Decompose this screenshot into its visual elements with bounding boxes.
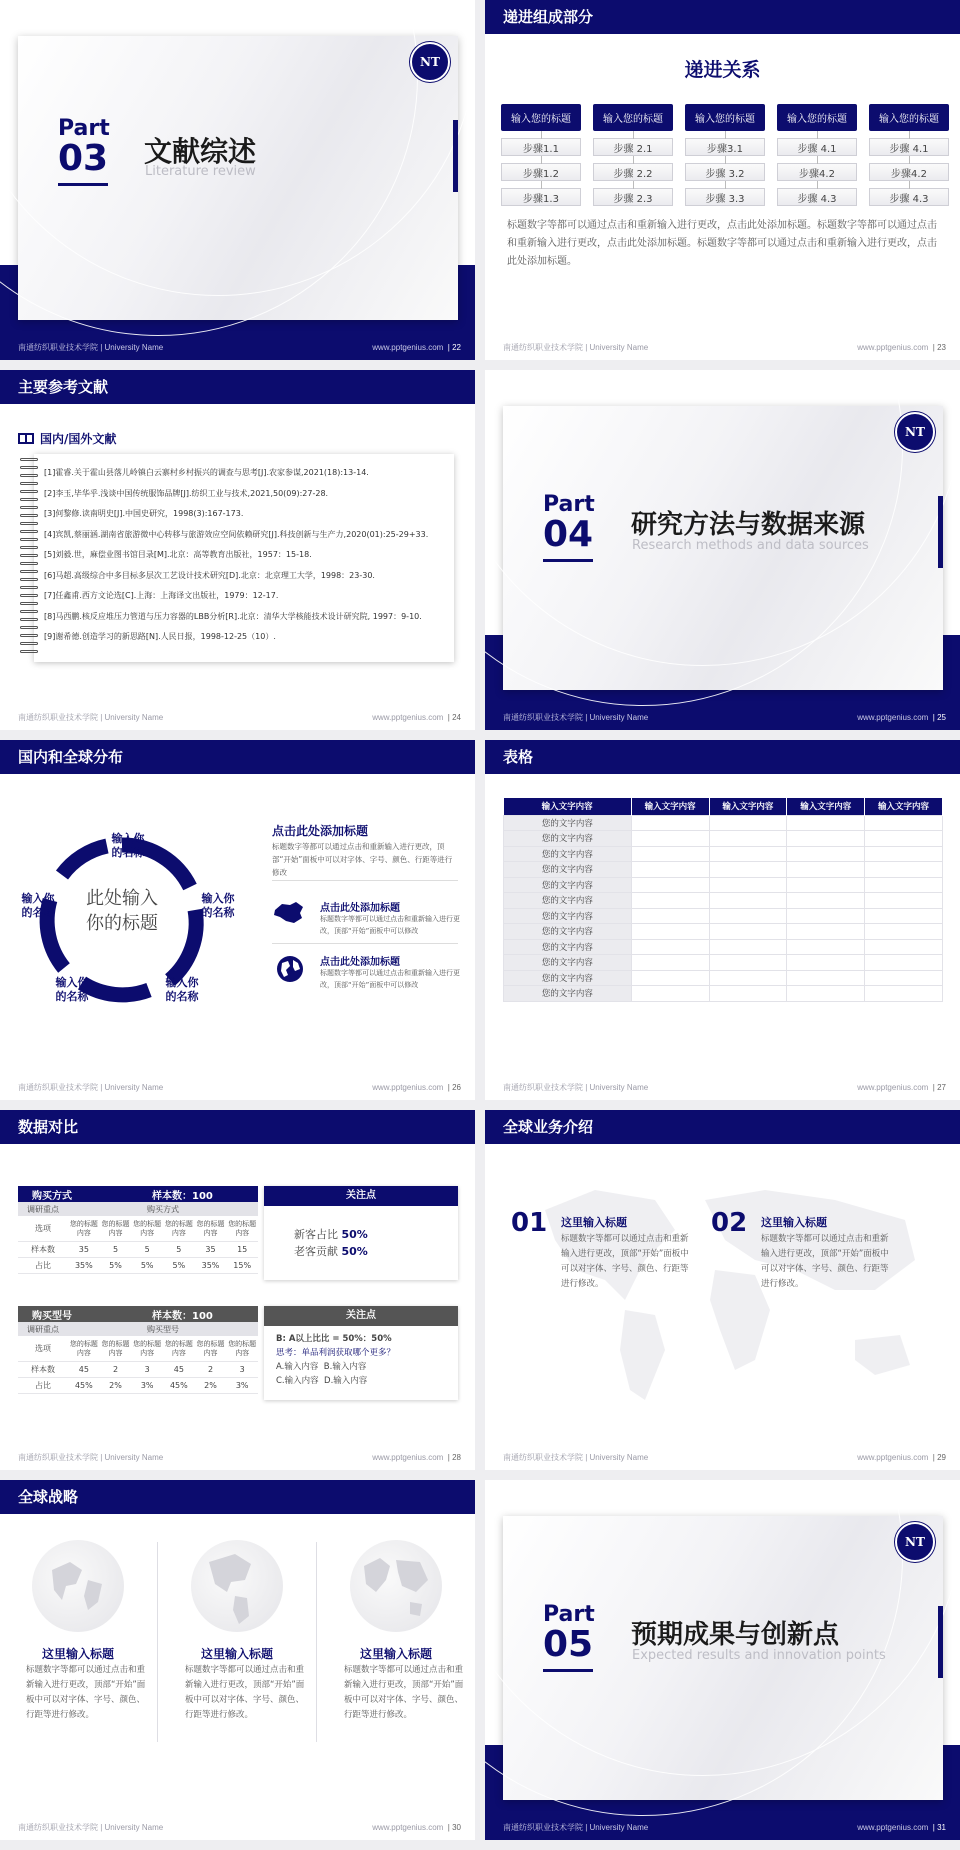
section-title: 研究方法与数据来源 — [631, 510, 866, 540]
part-label: Part 05 — [543, 1604, 595, 1672]
step-box: 步骤 3.3 — [685, 188, 765, 206]
accent-bar — [938, 1606, 943, 1678]
strategy-title: 这里输入标题 — [359, 1647, 432, 1661]
progress-column — [501, 104, 581, 206]
table-header: 购买型号 样本数：100 — [18, 1306, 258, 1322]
table-row: 样本数 45 2 3 45 2 3 — [18, 1362, 258, 1378]
slide-28 — [0, 1110, 475, 1470]
accent-bar — [938, 496, 943, 568]
part-label: Part 04 — [543, 494, 595, 562]
strategy-text: 标题数字等都可以通过点击和重新输入进行更改，顶部“开始”面板中可以对字体、字号、颜色、行距等进行修改。 — [344, 1665, 464, 1720]
slide-27 — [485, 740, 960, 1100]
accent-bar — [453, 120, 458, 192]
ring-label-left: 输入你 的名称 — [21, 892, 55, 919]
table-row — [504, 893, 943, 909]
section-subtitle: Literature review — [145, 164, 256, 179]
step-box: 步骤1.1 — [501, 138, 581, 156]
row-label: 您的文字内容 — [504, 815, 632, 831]
row-label: 您的文字内容 — [504, 924, 632, 940]
reference-item: [1]霍睿.关于霍山县落儿岭镇白云寨村乡村振兴的调查与思考[J].农家参谋,2021(18):13-14. — [44, 468, 369, 477]
reference-item: [6]马超.高级综合中多目标多层次工艺设计技术研究[D].北京：北京理工大学，1998：23-30. — [44, 570, 375, 580]
item-title: 这里输入标题 — [561, 1216, 627, 1229]
china-map-icon — [272, 900, 306, 926]
column-title: 输入您的标题 — [593, 104, 673, 131]
progress-column — [685, 104, 765, 206]
footer: 南通纺织职业技术学院 | University Name www.pptgenius.com | 24 — [18, 712, 461, 722]
globe-icon — [32, 1540, 124, 1632]
row-label: 您的文字内容 — [504, 846, 632, 862]
focus-title: 关注点 — [264, 1186, 458, 1206]
step-box: 步骤 2.1 — [593, 138, 673, 156]
table-row — [504, 955, 943, 971]
slide-header: 主要参考文献 — [0, 370, 475, 404]
comparison-table-1 — [18, 1186, 258, 1274]
globe-icon — [191, 1540, 283, 1632]
focus-title: 关注点 — [264, 1306, 458, 1326]
strategy-text: 标题数字等都可以通过点击和重新输入进行更改，顶部“开始”面板中可以对字体、字号、颜色、行距等进行修改。 — [26, 1665, 146, 1720]
slide-22 — [0, 0, 475, 360]
university-logo: NT — [410, 42, 450, 82]
row-label: 您的文字内容 — [504, 877, 632, 893]
progress-column — [777, 104, 857, 206]
slide-31 — [485, 1480, 960, 1840]
slide-header: 递进组成部分 — [485, 0, 960, 34]
footer: 南通纺织职业技术学院 | University Name www.pptgenius.com | 30 — [18, 1822, 461, 1832]
reference-item: [9]谢希德.创造学习的新思路[N].人民日报，1998-12-25（10）. — [44, 632, 276, 641]
strategy-title: 这里输入标题 — [200, 1647, 273, 1661]
slide-26 — [0, 740, 475, 1100]
slide-29 — [485, 1110, 960, 1470]
cover-card — [503, 406, 943, 690]
footer: 南通纺织职业技术学院 | University Name www.pptgenius.com | 26 — [18, 1082, 461, 1092]
step-box: 步骤 3.2 — [685, 163, 765, 181]
strategy-text: 标题数字等都可以通过点击和重新输入进行更改，顶部“开始”面板中可以对字体、字号、颜色、行距等进行修改。 — [185, 1665, 305, 1720]
table-row — [504, 831, 943, 847]
table-row — [504, 924, 943, 940]
slide-24 — [0, 370, 475, 730]
step-box: 步骤1.3 — [501, 188, 581, 206]
item-title: 点击此处添加标题 — [320, 903, 400, 914]
footer: 南通纺织职业技术学院 | University Name www.pptgenius.com | 28 — [18, 1452, 461, 1462]
reference-item: [8]马西鹏.核反应堆压力管道与压力容器的LBB分析[R].北京：清华大学核能技术设计研究院, 1997：9-10. — [44, 611, 422, 621]
ring-label-bottom-right: 输入你 的名称 — [165, 976, 199, 1003]
section-title: 预期成果与创新点 — [631, 1620, 840, 1650]
table-row — [504, 939, 943, 955]
item-number: 02 — [711, 1208, 748, 1238]
table-header: 购买方式 样本数：100 — [18, 1186, 258, 1202]
progress-columns — [501, 104, 949, 206]
university-logo: NT — [895, 1522, 935, 1562]
comparison-table-2 — [18, 1306, 258, 1394]
step-box: 步骤 2.2 — [593, 163, 673, 181]
reference-item: [2]李玉,毕华乎.浅谈中国传统服饰品牌[J].纺织工业与技术,2021,50(09):27-28. — [44, 488, 329, 498]
table-header: 输入文字内容 — [709, 798, 787, 815]
section-subtitle: Expected results and innovation points — [632, 1648, 886, 1663]
slide-header: 全球战略 — [0, 1480, 475, 1514]
row-label: 您的文字内容 — [504, 955, 632, 971]
item-text: 标题数字等都可以通过点击和重新输入进行更改，顶部“开始”面板中可以对字体、字号、颜色、行距等进行修改。 — [561, 1234, 689, 1289]
table-row — [504, 908, 943, 924]
reference-item: [7]任鑫甫.西方文论选[C].上海：上海译文出版社，1979：12-17. — [44, 591, 279, 600]
column-title: 输入您的标题 — [685, 104, 765, 131]
cover-card — [18, 36, 458, 320]
table-row — [504, 846, 943, 862]
main-text: 标题数字等都可以通过点击和重新输入进行更改，顶部“开始”面板中可以对字体、字号、颜色、行距等进行修改 — [272, 842, 453, 877]
table-row: 选项 您的标题内容 您的标题内容 您的标题内容 您的标题内容 您的标题内容 您的标题内容 — [18, 1336, 258, 1362]
progress-heading: 递进关系 — [684, 59, 761, 81]
reference-item: [3]何黎修.读南明史[J].中国史研究，1998(3):167-173. — [44, 509, 244, 518]
step-box: 步骤 4.1 — [777, 138, 857, 156]
table-subheader: 调研重点 购买型号 — [18, 1322, 258, 1336]
step-box: 步骤4.2 — [777, 163, 857, 181]
table-row — [504, 815, 943, 831]
section-subtitle: Research methods and data sources — [632, 538, 869, 553]
university-logo: NT — [895, 412, 935, 452]
globe-icon — [276, 955, 304, 983]
table-row — [504, 862, 943, 878]
row-label: 您的文字内容 — [504, 893, 632, 909]
row-label: 您的文字内容 — [504, 908, 632, 924]
slide-30 — [0, 1480, 475, 1840]
reference-item: [4]宾凯,蔡丽涵.湖南省旅游微中心转移与旅游效应空间依赖研究[J].科技创新与生产力,2020(01):25-29+33. — [44, 529, 429, 539]
table-row: 占比 35% 5% 5% 5% 35% 15% — [18, 1258, 258, 1274]
table-header: 输入文字内容 — [504, 798, 632, 815]
table-row — [504, 986, 943, 1002]
step-box: 步骤 2.3 — [593, 188, 673, 206]
step-box: 步骤4.2 — [869, 163, 949, 181]
slide-header: 全球业务介绍 — [485, 1110, 960, 1144]
footer: 南通纺织职业技术学院 | University Name www.pptgenius.com | 29 — [503, 1452, 946, 1462]
references-heading: 国内/国外文献 — [18, 430, 116, 447]
ring-label-bottom-left: 输入你 的名称 — [55, 976, 89, 1003]
ring-label-right: 输入你 的名称 — [201, 892, 235, 919]
section-title: 文献综述 — [144, 135, 257, 168]
part-label: Part 03 — [58, 118, 110, 186]
progress-column — [869, 104, 949, 206]
footer: 南通纺织职业技术学院 | University Name www.pptgenius.com | 25 — [503, 712, 946, 722]
item-text: 标题数字等都可以通过点击和重新输入进行更改，顶部“开始”面板中可以修改 — [320, 915, 460, 935]
step-box: 步骤 4.3 — [869, 188, 949, 206]
item-number: 01 — [511, 1208, 548, 1238]
step-box: 步骤1.2 — [501, 163, 581, 181]
slide-header: 国内和全球分布 — [0, 740, 475, 774]
progress-column — [593, 104, 673, 206]
step-box: 步骤 4.1 — [869, 138, 949, 156]
row-label: 您的文字内容 — [504, 986, 632, 1002]
table-row: 占比 45% 2% 3% 45% 2% 3% — [18, 1378, 258, 1394]
table-header: 输入文字内容 — [865, 798, 943, 815]
table-header: 输入文字内容 — [631, 798, 709, 815]
table-row — [504, 877, 943, 893]
reference-item: [5]刘毅.世，麻偿业图书馆目录[M].北京：高等教育出版社，1957：15-18. — [44, 550, 312, 559]
item-title: 点击此处添加标题 — [320, 957, 400, 968]
table-subheader: 调研重点 购买方式 — [18, 1202, 258, 1216]
strategy-title: 这里输入标题 — [41, 1647, 114, 1661]
column-title: 输入您的标题 — [777, 104, 857, 131]
footer: 南通纺织职业技术学院 | University Name www.pptgenius.com | 31 — [503, 1822, 946, 1832]
focus-box-2: 关注点 B: A以上比比 = 50%：50% 思考：单品利润获取哪个更多？ A.输入内容 B.输入内容 C.输入内容 D.输入内容 — [264, 1306, 458, 1400]
footer: 南通纺织职业技术学院 | University Name www.pptgenius.com | 27 — [503, 1082, 946, 1092]
footer: 南通纺织职业技术学院 | University Name www.pptgenius.com | 23 — [503, 342, 946, 352]
column-title: 输入您的标题 — [869, 104, 949, 131]
ring-label-top: 输入你 的名称 — [111, 832, 145, 859]
ring-center-title: 此处输入 你的标题 — [86, 888, 158, 934]
main-title: 点击此处添加标题 — [272, 824, 369, 838]
row-label: 您的文字内容 — [504, 970, 632, 986]
notebook-spiral — [20, 458, 40, 658]
book-icon — [18, 433, 34, 444]
item-title: 这里输入标题 — [761, 1216, 827, 1229]
table-row — [504, 970, 943, 986]
cover-card — [503, 1516, 943, 1800]
row-label: 您的文字内容 — [504, 831, 632, 847]
focus-box-1: 关注点 新客占比 50% 老客贡献 50% — [264, 1186, 458, 1280]
progress-text: 标题数字等都可以通过点击和重新输入进行更改，点击此处添加标题。标题数字等都可以通过点击和重新输入进行更改，点击此处添加标题。标题数字等都可以通过点击和重新输入进行更改，点击此处添加标题。 — [507, 220, 937, 267]
globe-icon — [350, 1540, 442, 1632]
column-title: 输入您的标题 — [501, 104, 581, 131]
slide-header: 数据对比 — [0, 1110, 475, 1144]
data-table — [503, 798, 943, 1002]
table-header: 输入文字内容 — [787, 798, 865, 815]
slide-23 — [485, 0, 960, 360]
slide-25 — [485, 370, 960, 730]
step-box: 步骤3.1 — [685, 138, 765, 156]
table-row: 样本数 35 5 5 5 35 15 — [18, 1242, 258, 1258]
row-label: 您的文字内容 — [504, 862, 632, 878]
step-box: 步骤 4.3 — [777, 188, 857, 206]
slide-header: 表格 — [485, 740, 960, 774]
item-text: 标题数字等都可以通过点击和重新输入进行更改，顶部“开始”面板中可以修改 — [320, 969, 460, 989]
table-row: 选项 您的标题内容 您的标题内容 您的标题内容 您的标题内容 您的标题内容 您的标题内容 — [18, 1216, 258, 1242]
footer: 南通纺织职业技术学院 | University Name www.pptgenius.com | 22 — [18, 342, 461, 352]
item-text: 标题数字等都可以通过点击和重新输入进行更改，顶部“开始”面板中可以对字体、字号、颜色、行距等进行修改。 — [761, 1234, 889, 1289]
row-label: 您的文字内容 — [504, 939, 632, 955]
